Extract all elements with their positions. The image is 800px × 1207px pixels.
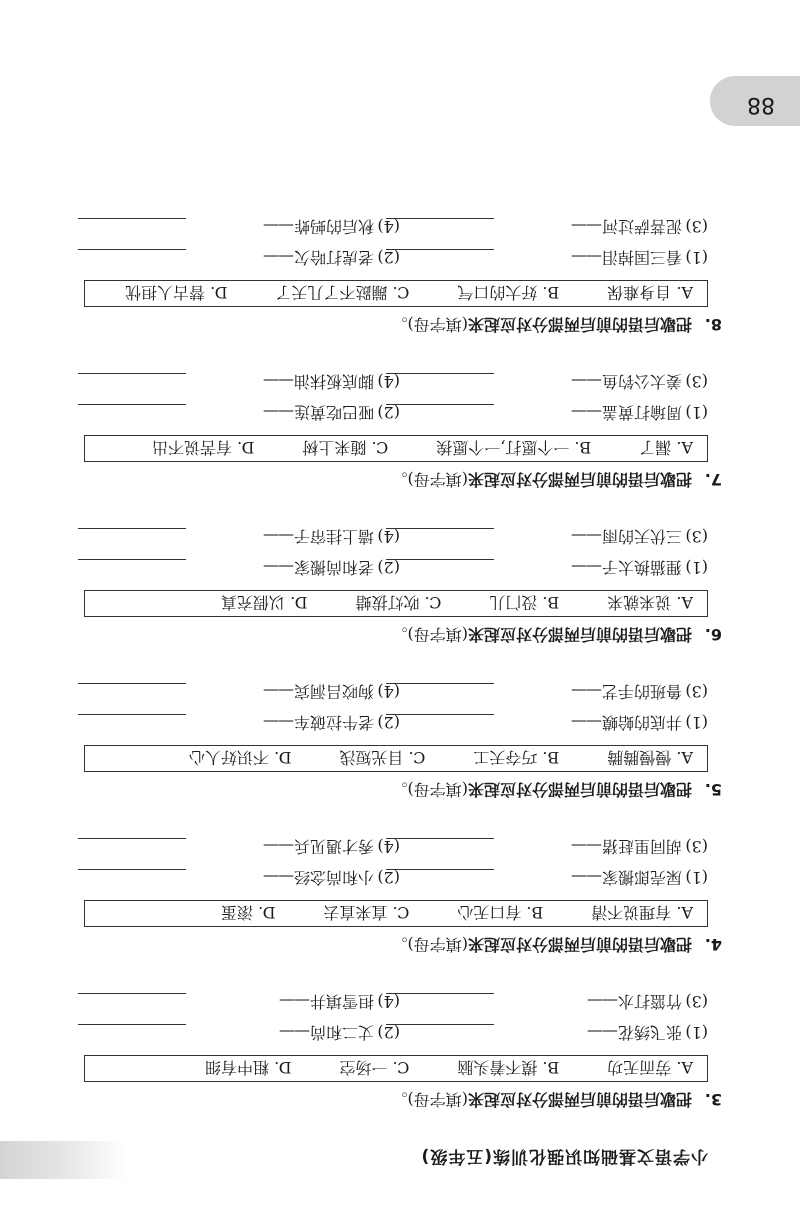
option-b: B. 没门儿: [489, 593, 560, 612]
answer-blank[interactable]: [78, 683, 186, 684]
proverb-item: [588, 989, 708, 1013]
option-d: D. 替古人担忧: [125, 283, 228, 302]
item-label: (1): [685, 713, 708, 732]
item-dash: ——: [571, 868, 602, 887]
item-label: (2): [377, 713, 400, 732]
proverb-item: [264, 245, 400, 269]
proverb-item: [572, 555, 708, 579]
option-c: C. 一场空: [339, 1058, 410, 1077]
question-title: [391, 624, 722, 647]
item-text: 姜太公钓鱼: [601, 372, 682, 391]
item-text: 丈二和尚: [309, 1023, 374, 1042]
answer-blank[interactable]: [78, 869, 186, 870]
answer-blank[interactable]: [78, 373, 186, 374]
question-title: [391, 1089, 722, 1112]
answer-blank[interactable]: [386, 373, 494, 374]
item-text: 三伏天的雨: [601, 527, 682, 546]
answer-blank[interactable]: [386, 559, 494, 560]
item-label: (4): [377, 527, 400, 546]
proverb-item: [572, 369, 708, 393]
answer-blank[interactable]: [78, 249, 186, 250]
item-label: (1): [685, 558, 708, 577]
item-text: 老和尚搬家: [293, 558, 374, 577]
item-text: 胡同里赶猪: [601, 837, 682, 856]
option-a: A. 自身难保: [607, 283, 693, 302]
item-text: 鲁班的手艺: [601, 682, 682, 701]
answer-blank[interactable]: [78, 559, 186, 560]
item-text: 墙上挂帘子: [293, 527, 374, 546]
question-hint: (填字母)。: [391, 625, 468, 644]
item-label: (3): [685, 527, 708, 546]
proverb-item: [572, 710, 708, 734]
item-dash: ——: [571, 713, 602, 732]
item-text: 泥菩萨过河: [601, 217, 682, 236]
proverb-item: [264, 214, 400, 238]
question-title: [391, 314, 722, 337]
option-d: D. 以假充真: [221, 593, 308, 612]
item-dash: ——: [279, 992, 310, 1011]
answer-blank[interactable]: [78, 838, 186, 839]
item-text: 老牛拉破车: [293, 713, 374, 732]
option-b: B. 一个愿打,一个愿挨: [436, 438, 592, 457]
option-d: D. 不识好人心: [189, 748, 292, 767]
answer-blank[interactable]: [386, 528, 494, 529]
item-label: (2): [377, 868, 400, 887]
answer-blank[interactable]: [78, 404, 186, 405]
item-dash: ——: [571, 558, 602, 577]
answer-blank[interactable]: [78, 1024, 186, 1025]
question-number: 3.: [704, 1090, 722, 1109]
proverb-item: [280, 1020, 400, 1044]
item-dash: ——: [263, 558, 294, 577]
item-dash: ——: [263, 372, 294, 391]
item-label: (4): [377, 217, 400, 236]
proverb-item: [264, 555, 400, 579]
question-instruction: 把歇后语的前后两部分对应起来: [467, 470, 692, 489]
item-text: 哑巴吃黄连: [293, 403, 374, 422]
option-d: D. 有苦说不出: [151, 438, 255, 457]
question-hint: (填字母)。: [391, 1090, 468, 1109]
answer-blank[interactable]: [78, 218, 186, 219]
question-number: 4.: [704, 935, 722, 954]
question-instruction: 把歇后语的前后两部分对应起来: [467, 315, 692, 334]
options-box: [84, 280, 708, 307]
item-label: (3): [685, 217, 708, 236]
item-label: (1): [685, 868, 708, 887]
item-dash: ——: [587, 1023, 618, 1042]
proverb-item: [572, 245, 708, 269]
item-label: (4): [377, 837, 400, 856]
option-c: C. 蹦跶不了几天了: [275, 283, 410, 302]
item-text: 秀才遇见兵: [293, 837, 374, 856]
option-a: A. 有理说不清: [591, 903, 693, 922]
item-text: 小和尚念经: [293, 868, 374, 887]
answer-blank[interactable]: [386, 249, 494, 250]
item-label: (3): [685, 992, 708, 1011]
option-c: C. 吹灯拔蜡: [355, 593, 442, 612]
item-dash: ——: [571, 248, 602, 267]
item-dash: ——: [279, 1023, 310, 1042]
question-instruction: 把歇后语的前后两部分对应起来: [467, 1090, 692, 1109]
question-number: 5.: [704, 780, 722, 799]
option-b: B. 有口无心: [457, 903, 544, 922]
item-dash: ——: [571, 217, 602, 236]
answer-blank[interactable]: [386, 1024, 494, 1025]
proverb-item: [264, 834, 400, 858]
question-number: 8.: [704, 315, 722, 334]
question-hint: (填字母)。: [391, 780, 468, 799]
question-instruction: 把歇后语的前后两部分对应起来: [467, 625, 692, 644]
item-text: 井底的蛤蟆: [601, 713, 682, 732]
proverb-item: [264, 524, 400, 548]
item-dash: ——: [263, 527, 294, 546]
item-label: (1): [685, 248, 708, 267]
item-text: 脚底板抹油: [293, 372, 374, 391]
item-dash: ——: [571, 527, 602, 546]
book-title: 小学语文基础知识强化训练(五年级): [420, 1146, 708, 1166]
item-text: 狸猫换太子: [601, 558, 682, 577]
option-a: A. 漏了: [639, 438, 693, 457]
item-text: 担雪填井: [309, 992, 374, 1011]
proverb-item: [264, 679, 400, 703]
item-dash: ——: [587, 992, 618, 1011]
proverb-item: [264, 710, 400, 734]
option-a: A. 劳而无功: [607, 1058, 693, 1077]
answer-blank[interactable]: [78, 528, 186, 529]
proverb-item: [264, 369, 400, 393]
answer-blank[interactable]: [78, 714, 186, 715]
item-dash: ——: [263, 403, 294, 422]
proverb-item: [264, 865, 400, 889]
question-hint: (填字母)。: [391, 935, 468, 954]
item-dash: ——: [263, 682, 294, 701]
option-b: B. 巧夺天工: [473, 748, 560, 767]
question-title: [391, 934, 722, 957]
answer-blank[interactable]: [386, 993, 494, 994]
answer-blank[interactable]: [78, 993, 186, 994]
options-box: [84, 745, 708, 772]
item-dash: ——: [263, 868, 294, 887]
item-text: 张飞绣花: [617, 1023, 682, 1042]
item-text: 竹篮打水: [617, 992, 682, 1011]
answer-blank[interactable]: [386, 869, 494, 870]
option-a: A. 慢慢腾腾: [607, 748, 693, 767]
answer-blank[interactable]: [386, 683, 494, 684]
item-label: (3): [685, 837, 708, 856]
item-label: (1): [685, 403, 708, 422]
item-label: (2): [377, 248, 400, 267]
item-dash: ——: [571, 682, 602, 701]
item-dash: ——: [263, 713, 294, 732]
item-text: 老虎打哈欠: [293, 248, 374, 267]
option-b: B. 摸不着头脑: [457, 1058, 560, 1077]
option-d: D. 粗中有细: [205, 1058, 292, 1077]
option-a: A. 说来就来: [607, 593, 693, 612]
item-label: (4): [377, 372, 400, 391]
proverb-item: [572, 524, 708, 548]
item-dash: ——: [263, 217, 294, 236]
options-box: [84, 1055, 708, 1082]
options-box: [84, 900, 708, 927]
item-dash: ——: [263, 248, 294, 267]
answer-blank[interactable]: [386, 838, 494, 839]
answer-blank[interactable]: [386, 714, 494, 715]
proverb-item: [572, 400, 708, 424]
item-dash: ——: [263, 837, 294, 856]
item-text: 周瑜打黄盖: [601, 403, 682, 422]
item-label: (2): [377, 1023, 400, 1042]
proverb-item: [264, 400, 400, 424]
item-label: (3): [685, 682, 708, 701]
item-label: (2): [377, 403, 400, 422]
proverb-item: [588, 1020, 708, 1044]
proverb-item: [572, 865, 708, 889]
question-instruction: 把歇后语的前后两部分对应起来: [467, 780, 692, 799]
option-c: C. 目光短浅: [339, 748, 426, 767]
item-text: 狗咬吕洞宾: [293, 682, 374, 701]
question-number: 7.: [704, 470, 722, 489]
answer-blank[interactable]: [386, 218, 494, 219]
options-box: [84, 435, 708, 462]
option-c: C. 随来上树: [302, 438, 389, 457]
answer-blank[interactable]: [386, 404, 494, 405]
item-dash: ——: [571, 837, 602, 856]
item-label: (1): [685, 1023, 708, 1042]
item-label: (3): [685, 372, 708, 391]
question-instruction: 把歇后语的前后两部分对应起来: [467, 935, 692, 954]
question-title: [391, 469, 722, 492]
option-c: C. 直来直去: [323, 903, 410, 922]
option-d: D. 滚蛋: [221, 903, 276, 922]
item-dash: ——: [571, 403, 602, 422]
proverb-item: [572, 214, 708, 238]
item-label: (2): [377, 558, 400, 577]
option-b: B. 好大的口气: [457, 283, 560, 302]
question-hint: (填字母)。: [391, 470, 468, 489]
item-dash: ——: [571, 372, 602, 391]
proverb-item: [572, 834, 708, 858]
proverb-item: [280, 989, 400, 1013]
item-text: 秋后的蚂蚱: [293, 217, 374, 236]
page-number: 88: [747, 92, 775, 117]
item-label: (4): [377, 682, 400, 701]
question-title: [391, 779, 722, 802]
item-text: 屎壳郎搬家: [601, 868, 682, 887]
item-label: (4): [377, 992, 400, 1011]
proverb-item: [572, 679, 708, 703]
options-box: [84, 590, 708, 617]
question-hint: (填字母)。: [391, 315, 468, 334]
question-number: 6.: [704, 625, 722, 644]
item-text: 看三国掉泪: [601, 248, 682, 267]
